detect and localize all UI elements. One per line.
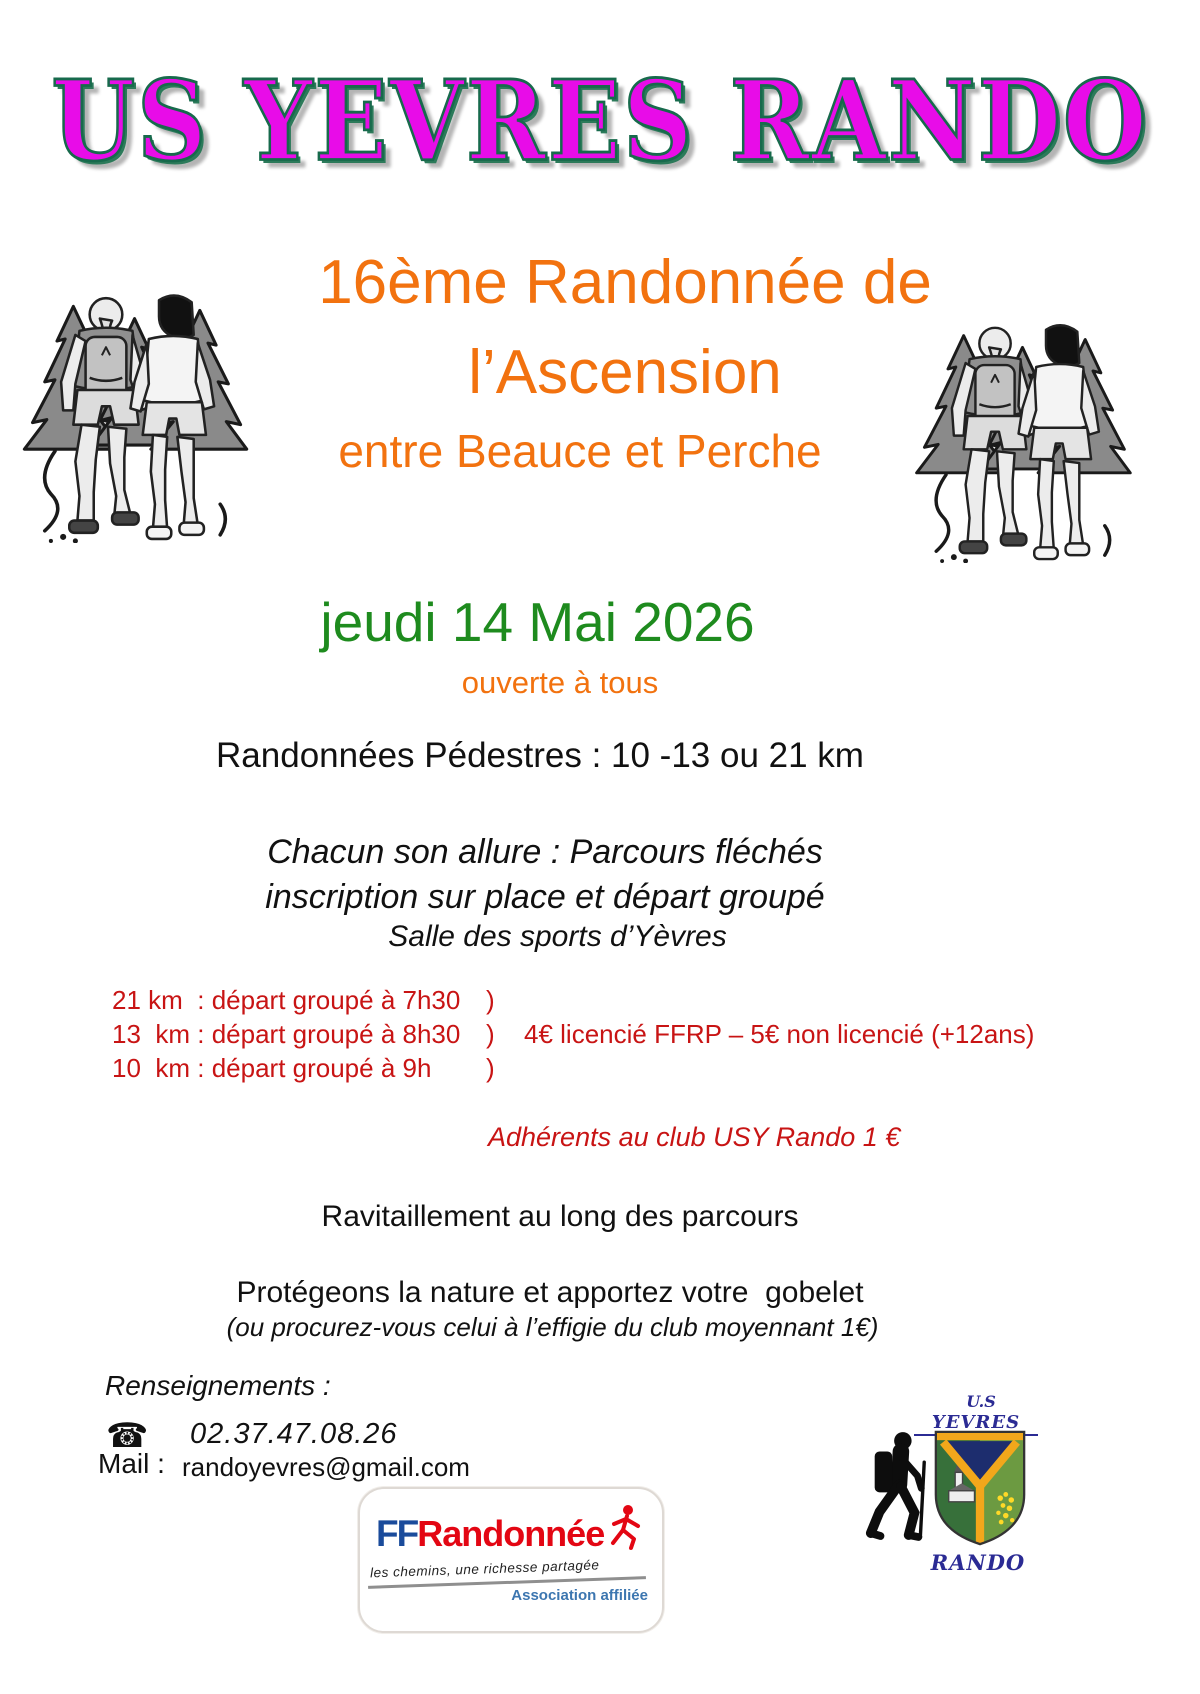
club-logo-yevres: YEVRES: [914, 1412, 1038, 1436]
schedule-row-10km: [112, 1051, 1112, 1085]
schedule-bracket: ): [486, 1019, 495, 1049]
club-logo-rando: RANDO: [930, 1550, 1026, 1575]
members-fee-note: Adhérents au club USY Rando 1 €: [488, 1122, 901, 1152]
refreshments-line: Ravitaillement au long des parcours: [321, 1200, 799, 1233]
schedule-bracket: ): [486, 985, 495, 1015]
club-logo-us: U.S: [966, 1392, 996, 1411]
event-subtitle: entre Beauce et Perche: [338, 425, 822, 477]
poster-title: US YEVRES RANDO: [51, 56, 1149, 186]
schedule-text: 13 km : départ groupé à 8h30: [112, 1019, 461, 1049]
contact-heading: Renseignements :: [105, 1370, 331, 1401]
schedule-text: 10 km : départ groupé à 9h: [112, 1053, 432, 1083]
ffrandonnee-tagline: les chemins, une richesse partagée: [369, 1557, 600, 1581]
mail-label: Mail :: [98, 1448, 165, 1479]
fee-note: 4€ licencié FFRP – 5€ non licencié (+12ans): [524, 1019, 1035, 1049]
randonnee-word: Randonnée: [417, 1513, 605, 1554]
distances-line: Randonnées Pédestres : 10 -13 ou 21 km: [216, 736, 864, 775]
ffrandonnee-logo: [358, 1487, 664, 1633]
schedule-row-13km: [112, 1017, 1112, 1051]
schedule-text: 21 km : départ groupé à 7h30: [112, 985, 461, 1015]
event-heading-line1: 16ème Randonnée de: [318, 248, 932, 317]
schedule-block: [112, 983, 1112, 1085]
club-crest-icon: [934, 1428, 1026, 1553]
event-heading: [40, 238, 1200, 418]
phone-number: 02.37.47.08.26: [190, 1418, 398, 1450]
nature-line2: (ou procurez-vous celui à l’effigie du club moyennant 1€): [226, 1312, 879, 1342]
affiliation-label: Association affiliée: [511, 1587, 648, 1604]
open-to-all-note: ouverte à tous: [461, 665, 659, 700]
pace-line2: inscription sur place et départ groupé: [265, 878, 825, 916]
nature-line1: Protégeons la nature et apportez votre gobelet: [236, 1276, 864, 1309]
ff-letters: FF: [376, 1513, 418, 1554]
venue-line: Salle des sports d’Yèvres: [388, 920, 727, 953]
event-heading-line2: l’Ascension: [468, 338, 782, 407]
phone-icon: ☎: [106, 1417, 149, 1455]
pace-line1: Chacun son allure : Parcours fléchés: [267, 833, 823, 871]
event-date: jeudi 14 Mai 2026: [320, 591, 755, 653]
schedule-row-21km: [112, 983, 1112, 1017]
schedule-bracket: ): [486, 1053, 495, 1083]
club-logo: [862, 1392, 1037, 1582]
walking-figure-icon: [606, 1503, 648, 1558]
email-address: randoyevres@gmail.com: [182, 1452, 470, 1482]
hiker-silhouette-icon: [864, 1430, 932, 1547]
pace-block: [0, 830, 1090, 920]
